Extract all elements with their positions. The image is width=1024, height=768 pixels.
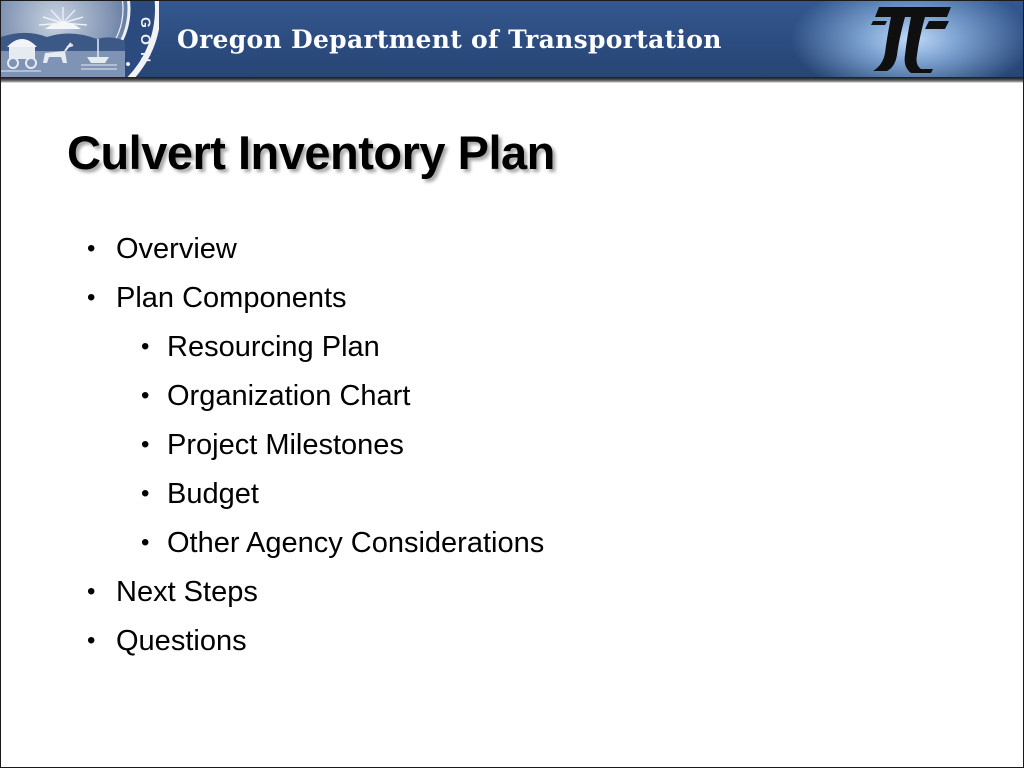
sub-bullet-text: Budget bbox=[167, 478, 259, 510]
sub-bullet-text: Organization Chart bbox=[167, 380, 411, 412]
bullet-item bbox=[1, 275, 1001, 324]
bullet-list bbox=[1, 226, 1001, 667]
header-divider bbox=[1, 77, 1023, 83]
agency-name: Oregon Department of Transportation bbox=[177, 25, 722, 54]
bullet-dot-icon: • bbox=[141, 529, 150, 556]
svg-text:G: G bbox=[138, 17, 154, 28]
bullet-dot-icon: • bbox=[141, 431, 150, 458]
bullet-dot-icon: • bbox=[87, 235, 96, 262]
header-banner bbox=[1, 1, 1023, 77]
bullet-dot-icon: • bbox=[87, 578, 96, 605]
sub-bullet-item bbox=[1, 373, 1001, 422]
sub-bullet-text: Project Milestones bbox=[167, 429, 404, 461]
odot-logo-icon bbox=[867, 3, 953, 75]
oregon-state-seal bbox=[1, 1, 159, 77]
seal-icon bbox=[1, 1, 159, 77]
sub-bullet-text: Resourcing Plan bbox=[167, 331, 380, 363]
bullet-dot-icon: • bbox=[141, 382, 150, 409]
bullet-dot-icon: • bbox=[87, 627, 96, 654]
bullet-item bbox=[1, 618, 1001, 667]
bullet-item bbox=[1, 569, 1001, 618]
sub-bullet-item bbox=[1, 422, 1001, 471]
bullet-dot-icon: • bbox=[141, 480, 150, 507]
bullet-dot-icon: • bbox=[87, 284, 96, 311]
bullet-dot-icon: • bbox=[141, 333, 150, 360]
svg-text:O: O bbox=[138, 34, 154, 45]
bullet-text: Next Steps bbox=[116, 576, 258, 608]
bullet-text: Overview bbox=[116, 233, 237, 265]
bullet-text: Plan Components bbox=[116, 282, 347, 314]
sub-bullet-item bbox=[1, 471, 1001, 520]
svg-text:N: N bbox=[138, 52, 154, 63]
sub-bullet-item bbox=[1, 520, 1001, 569]
slide-title: Culvert Inventory Plan bbox=[67, 126, 555, 179]
sub-bullet-text: Other Agency Considerations bbox=[167, 527, 545, 559]
bullet-item bbox=[1, 226, 1001, 275]
sub-bullet-item bbox=[1, 324, 1001, 373]
bullet-text: Questions bbox=[116, 625, 247, 657]
